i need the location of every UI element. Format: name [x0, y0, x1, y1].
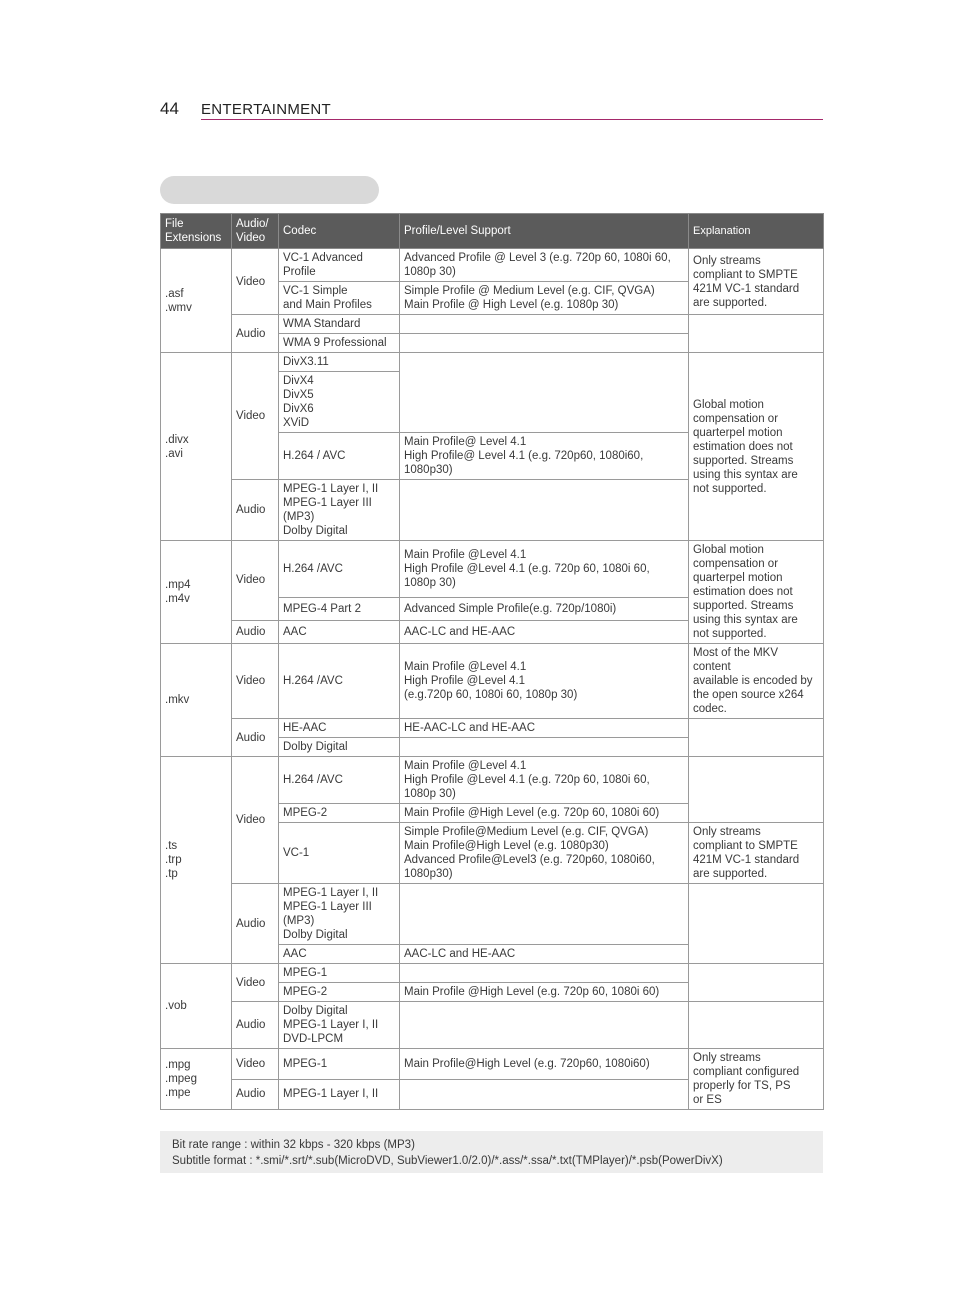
table-cell: MPEG-2 [279, 804, 400, 823]
table-cell: Video [232, 757, 279, 884]
table-cell: Advanced Simple Profile(e.g. 720p/1080i) [400, 597, 689, 620]
table-cell: Main Profile@ Level 4.1 High Profile@ Level 4.1 (e.g. 720p60, 1080i60, 1080p30) [400, 433, 689, 480]
table-cell: Main Profile @Level 4.1 High Profile @Level 4.1 (e.g. 720p 60, 1080i 60, 1080p 30) [400, 757, 689, 804]
table-cell: AAC [279, 620, 400, 643]
table-cell: AAC [279, 945, 400, 964]
table-cell: Main Profile@High Level (e.g. 720p60, 1080i60) [400, 1049, 689, 1080]
table-cell: Most of the MKV content available is encoded by the open source x264 codec. [689, 644, 824, 719]
table-cell: Video [232, 541, 279, 621]
table-cell: WMA 9 Professional [279, 334, 400, 353]
table-cell: MPEG-4 Part 2 [279, 597, 400, 620]
table-cell: MPEG-1 Layer I, II [279, 1079, 400, 1110]
table-cell: Audio [232, 620, 279, 643]
table-cell: DivX3.11 [279, 353, 400, 372]
table-cell [400, 884, 689, 945]
table-cell: DivX4 DivX5 DivX6 XViD [279, 372, 400, 433]
table-row [161, 541, 824, 598]
table-cell: Video [232, 644, 279, 719]
table-cell: Global motion compensation or quarterpel motion estimation does not supported. Streams using this syntax are not supported. [689, 353, 824, 541]
table-cell: VC-1 [279, 823, 400, 884]
table-cell: Only streams compliant to SMPTE 421M VC-1 standard are supported. [689, 249, 824, 315]
table-row [161, 884, 824, 945]
table-cell [400, 1079, 689, 1110]
table-cell: Advanced Profile @ Level 3 (e.g. 720p 60, 1080i 60, 1080p 30) [400, 249, 689, 282]
table-cell [400, 738, 689, 757]
table-cell: .mpg .mpeg .mpe [161, 1049, 232, 1110]
table-cell: Main Profile @Level 4.1 High Profile @Level 4.1 (e.g.720p 60, 1080i 60, 1080p 30) [400, 644, 689, 719]
table-cell: H.264 / AVC [279, 433, 400, 480]
table-cell: Audio [232, 480, 279, 541]
table-cell: Only streams compliant configured properly for TS, PS or ES [689, 1049, 824, 1110]
table-cell: Main Profile @High Level (e.g. 720p 60, 1080i 60) [400, 804, 689, 823]
table-row [161, 644, 824, 719]
col-profile-level: Profile/Level Support [400, 214, 689, 249]
table-cell: Video [232, 1049, 279, 1080]
table-cell: H.264 /AVC [279, 757, 400, 804]
table-cell [689, 719, 824, 757]
table-cell [400, 964, 689, 983]
supported-formats-table [160, 213, 824, 1110]
table-cell [689, 315, 824, 353]
table-cell: .vob [161, 964, 232, 1049]
table-cell: .asf .wmv [161, 249, 232, 353]
table-row [161, 719, 824, 738]
table-cell: MPEG-1 [279, 1049, 400, 1080]
table-cell: .ts .trp .tp [161, 757, 232, 964]
table-cell: HE-AAC [279, 719, 400, 738]
table-cell: Only streams compliant to SMPTE 421M VC-1 standard are supported. [689, 823, 824, 884]
page-number: 44 [160, 99, 179, 118]
table-row [161, 249, 824, 282]
table-cell: WMA Standard [279, 315, 400, 334]
table-cell: Audio [232, 884, 279, 964]
table-cell [400, 480, 689, 541]
table-cell: VC-1 Advanced Profile [279, 249, 400, 282]
table-cell: Global motion compensation or quarterpel motion estimation does not supported. Streams using this syntax are not supported. [689, 541, 824, 644]
table-cell: Audio [232, 719, 279, 757]
table-cell: VC-1 Simple and Main Profiles [279, 282, 400, 315]
section-pill [160, 176, 379, 204]
table-cell: MPEG-1 Layer I, II MPEG-1 Layer III (MP3) Dolby Digital [279, 884, 400, 945]
table-cell [689, 757, 824, 823]
table-cell: .mp4 .m4v [161, 541, 232, 644]
table-cell [689, 964, 824, 1002]
table-cell [689, 1002, 824, 1049]
table-cell: Dolby Digital MPEG-1 Layer I, II DVD-LPCM [279, 1002, 400, 1049]
col-audio-video: Audio/ Video [232, 214, 279, 249]
table-row [161, 1002, 824, 1049]
table-cell: AAC-LC and HE-AAC [400, 620, 689, 643]
table-cell: Main Profile @Level 4.1 High Profile @Level 4.1 (e.g. 720p 60, 1080i 60, 1080p 30) [400, 541, 689, 598]
table-cell [689, 884, 824, 964]
col-codec: Codec [279, 214, 400, 249]
table-cell: HE-AAC-LC and HE-AAC [400, 719, 689, 738]
table-row [161, 1049, 824, 1080]
table-cell: Audio [232, 315, 279, 353]
table-cell: MPEG-2 [279, 983, 400, 1002]
table-cell: AAC-LC and HE-AAC [400, 945, 689, 964]
table-row [161, 353, 824, 372]
col-explanation: Explanation [689, 214, 824, 249]
table-cell: Simple Profile@Medium Level (e.g. CIF, QVGA) Main Profile@High Level (e.g. 1080p30) Advanced Profile@Level3 (e.g. 720p60, 1080i60, 1080p30) [400, 823, 689, 884]
table-cell: H.264 /AVC [279, 541, 400, 598]
table-cell: Video [232, 249, 279, 315]
notes-box [160, 1131, 823, 1173]
table-cell: Video [232, 353, 279, 480]
subtitle-note: Subtitle format : *.smi/*.srt/*.sub(MicroDVD, SubViewer1.0/2.0)/*.ass/*.ssa/*.txt(TMPlayer)/*.psb(PowerDivX) [172, 1155, 723, 1167]
table-cell: Dolby Digital [279, 738, 400, 757]
table-cell: Audio [232, 1079, 279, 1110]
table-cell [400, 353, 689, 433]
bitrate-note: Bit rate range : within 32 kbps - 320 kbps (MP3) [172, 1139, 415, 1151]
header-rule [201, 119, 823, 120]
table-cell: Video [232, 964, 279, 1002]
table-header-row [161, 214, 824, 249]
col-file-extensions: File Extensions [161, 214, 232, 249]
table-cell [400, 334, 689, 353]
table-row [161, 315, 824, 334]
table-cell: H.264 /AVC [279, 644, 400, 719]
table-cell: MPEG-1 [279, 964, 400, 983]
table-cell [400, 1002, 689, 1049]
table-row [161, 964, 824, 983]
table-cell [400, 315, 689, 334]
table-row [161, 757, 824, 804]
section-title: ENTERTAINMENT [201, 101, 332, 118]
table-cell: Simple Profile @ Medium Level (e.g. CIF, QVGA) Main Profile @ High Level (e.g. 1080p 30) [400, 282, 689, 315]
table-cell: .divx .avi [161, 353, 232, 541]
table-cell: Main Profile @High Level (e.g. 720p 60, 1080i 60) [400, 983, 689, 1002]
table-cell: .mkv [161, 644, 232, 757]
table-cell: Audio [232, 1002, 279, 1049]
table-cell: MPEG-1 Layer I, II MPEG-1 Layer III (MP3) Dolby Digital [279, 480, 400, 541]
